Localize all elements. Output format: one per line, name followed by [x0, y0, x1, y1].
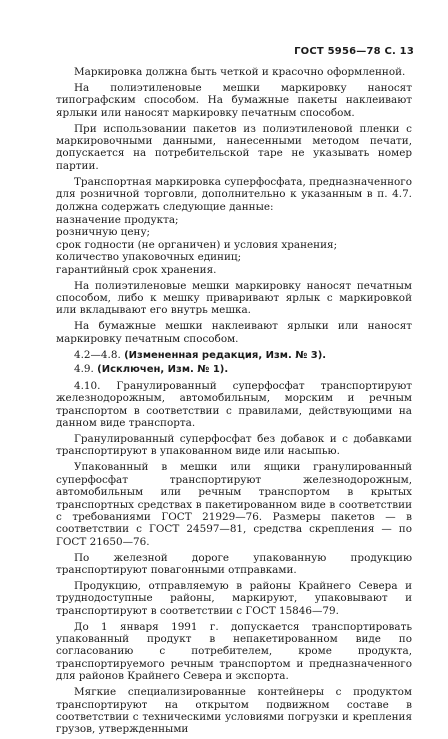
paragraph: До 1 января 1991 г. допускается транспортировать упакованный продукт в непакетированном виде по согласованию с потребителем, кроме продукта, транспортируемого речным транспортом и предназначенного для районов Крайнего Севера и экспорта. [56, 620, 412, 683]
paragraph: 4.10. Гранулированный суперфосфат транспортируют железнодорожным, автомобильным, морским и речным транспортом в соответствии с правилами, действующими на данном виде транспорта. [56, 379, 412, 430]
clause-4-9 [56, 363, 412, 376]
paragraph: Транспортная маркировка суперфосфата, предназначенного для розничной торговли, дополнительно к указанным в п. 4.7. должна содержать следующие данные: [56, 175, 412, 213]
paragraph: По железной дороге упакованную продукцию транспортируют повагонными отправками. [56, 551, 412, 577]
list-item: срок годности (не органичен) и условия хранения; [56, 238, 338, 251]
paragraph: Гранулированный суперфосфат без добавок и с добавками транспортируют в упакованном виде или насыпью. [56, 432, 412, 458]
paragraph: Маркировка должна быть четкой и красочно оформленной. [74, 66, 406, 78]
paragraph: Мягкие специализированные контейнеры с продуктом транспортируют на открытом подвижном составе в соответствии с техническими условиями погрузки и крепления грузов, утвержденными [56, 686, 412, 736]
list-item: розничную цену; [56, 226, 151, 239]
list-item: количество упаковочных единиц; [56, 251, 242, 264]
paragraph: На полиэтиленовые мешки маркировку наносят печатным способом, либо к мешку приваривают ярлык с маркировкой или вкладывают его внутрь мешка. [56, 279, 412, 317]
amendment-note: (Исключен, Изм. № 1). [97, 363, 229, 375]
clause-number: 4.9. [74, 362, 94, 375]
amendment-note: (Измененная редакция, Изм. № 3). [124, 349, 327, 361]
clause-4-2-4-8 [56, 349, 412, 362]
paragraph: На полиэтиленовые мешки маркировку наносят типографским способом. На бумажные пакеты наклеивают ярлыки или наносят маркировку печатным способом. [56, 81, 412, 119]
paragraph: При использовании пакетов из полиэтиленовой пленки с маркировочными данными, нанесенными методом печати, допускается на потребительской таре не указывать номер партии. [56, 122, 412, 172]
clause-number: 4.2—4.8. [74, 348, 121, 361]
paragraph: На бумажные мешки наклеивают ярлыки или наносят маркировку печатным способом. [56, 320, 412, 345]
list-item: гарантийный срок хранения. [56, 263, 217, 276]
paragraph: Упакованный в мешки или ящики гранулированный суперфосфат транспортируют железнодорожным, автомобильным или речным транспортом в крытых транспортных средствах в пакетированном виде в соответствии с требованиями ГОСТ 21929—76. Размеры пакетов — в соответствии с ГОСТ 24597—81, средства скрепления — по ГОСТ 21650—76. [56, 461, 412, 548]
paragraph: Продукцию, отправляемую в районы Крайнего Севера и труднодоступные районы, маркируют, упаковывают и транспортируют в соответствии с ГОСТ 15846—79. [56, 579, 412, 617]
document-body [56, 66, 412, 739]
running-header: ГОСТ 5956—78 С. 13 [294, 46, 414, 57]
list-item: назначение продукта; [56, 213, 179, 226]
